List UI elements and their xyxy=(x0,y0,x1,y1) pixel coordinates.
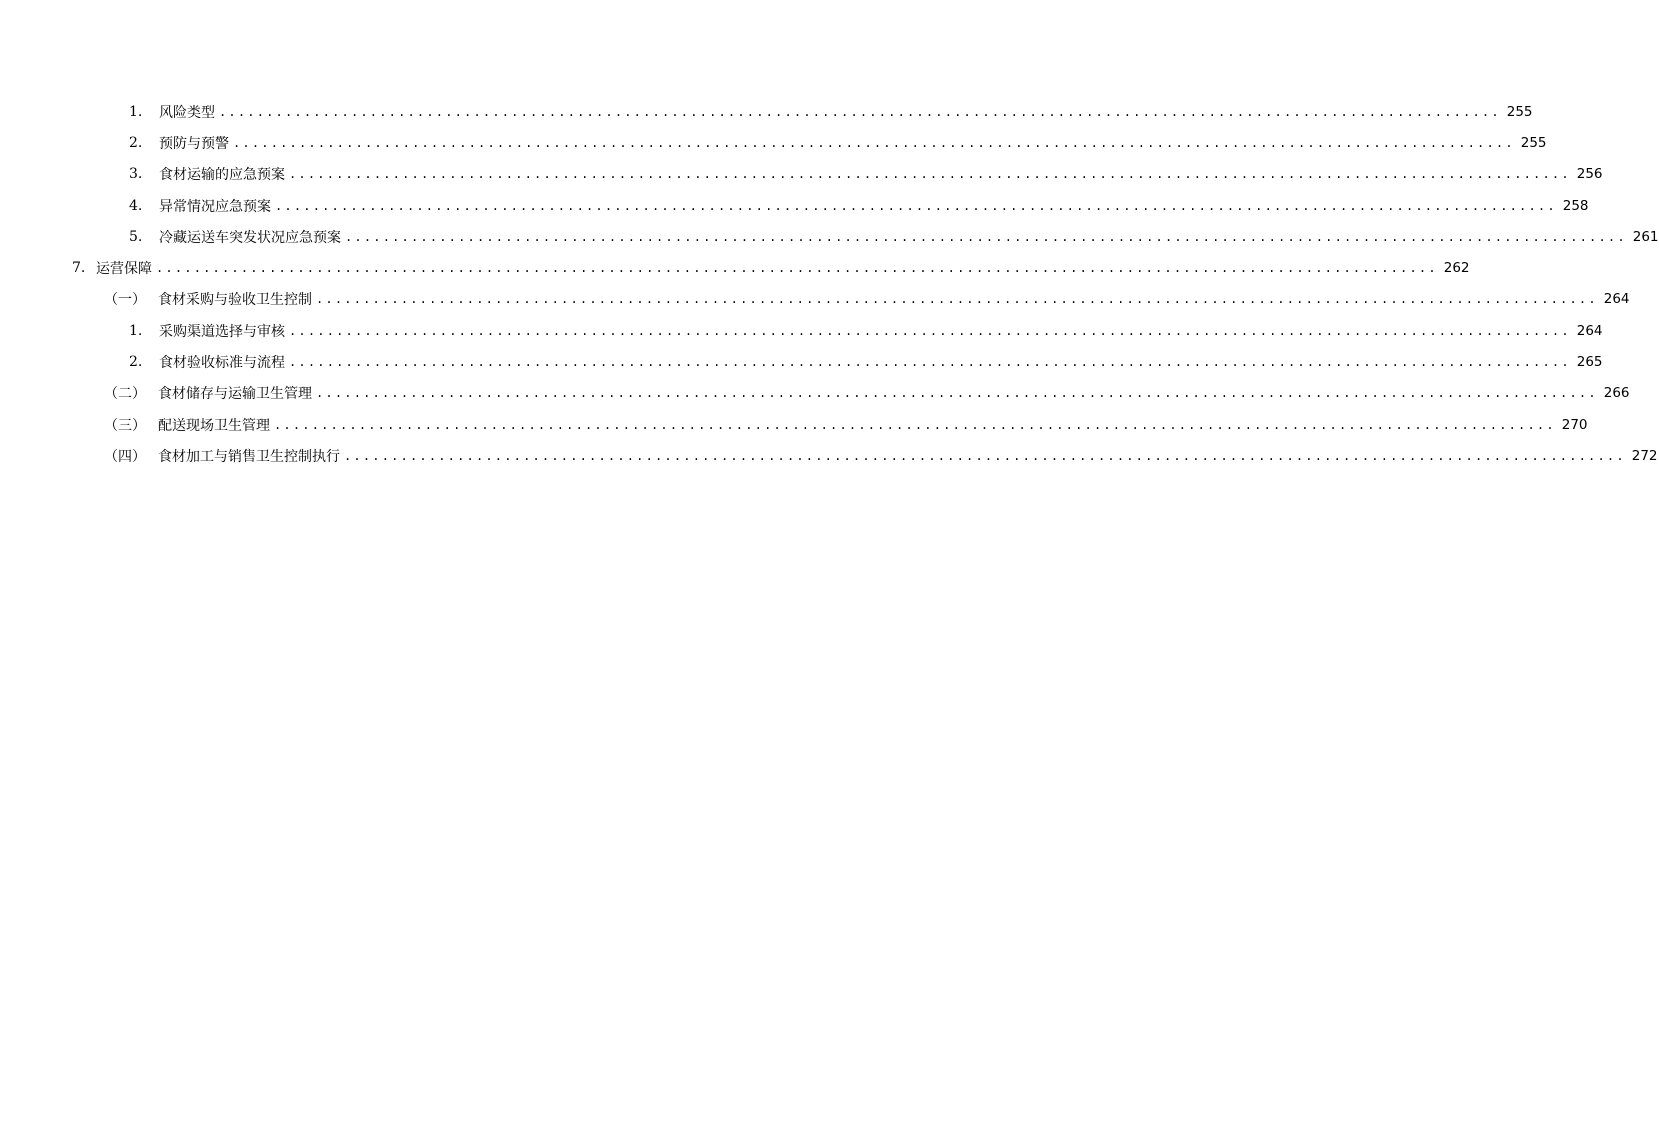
toc-entry-acceptance-standards[interactable] xyxy=(0,346,1603,377)
toc-dot-leader: ........................................................................................................................................ xyxy=(316,386,1598,401)
toc-dot-leader: ........................................................................................................................................ xyxy=(289,323,1571,338)
toc-entry-procurement-hygiene[interactable] xyxy=(0,284,1630,315)
toc-entry-page: 270 xyxy=(1561,416,1588,433)
toc-entry-title: 运营保障 xyxy=(96,261,152,278)
toc-entry-storage-transport-hygiene[interactable] xyxy=(0,378,1630,409)
toc-entry-number: 1. xyxy=(129,103,143,120)
toc-entry-title: 预防与预警 xyxy=(159,135,229,152)
toc-entry-prevention-warning[interactable] xyxy=(0,127,1547,158)
toc-entry-title: 食材储存与运输卫生管理 xyxy=(158,386,312,403)
toc-entry-refrigerated-truck-emergency[interactable] xyxy=(0,221,1659,252)
toc-entry-number: 4. xyxy=(129,197,143,214)
toc-dot-leader: ........................................................................................................................................ xyxy=(345,229,1627,244)
toc-entry-number: 7. xyxy=(72,260,86,277)
toc-entry-title: 食材验收标准与流程 xyxy=(159,355,285,372)
toc-entry-delivery-site-hygiene[interactable] xyxy=(0,409,1588,440)
toc-entry-page: 255 xyxy=(1520,134,1547,151)
toc-entry-page: 266 xyxy=(1603,385,1630,402)
toc-entry-title: 采购渠道选择与审核 xyxy=(159,323,285,340)
toc-entry-page: 264 xyxy=(1576,322,1603,339)
toc-dot-leader: ........................................................................................................................................ xyxy=(233,135,1515,150)
toc-entry-title: 食材采购与验收卫生控制 xyxy=(158,292,312,309)
toc-entry-number: 3. xyxy=(129,166,143,183)
toc-entry-page: 261 xyxy=(1632,228,1659,245)
toc-dot-leader: ........................................................................................................................................ xyxy=(156,261,1438,276)
table-of-contents xyxy=(0,96,1659,472)
toc-dot-leader: ........................................................................................................................................ xyxy=(289,167,1571,182)
toc-entry-page: 262 xyxy=(1443,260,1470,277)
toc-entry-title: 食材加工与销售卫生控制执行 xyxy=(158,448,340,465)
toc-dot-leader: ........................................................................................................................................ xyxy=(219,104,1501,119)
toc-entry-number: 5. xyxy=(129,228,143,245)
toc-entry-title: 配送现场卫生管理 xyxy=(158,417,270,434)
toc-entry-number: （三） xyxy=(104,417,146,434)
toc-entry-page: 258 xyxy=(1562,197,1589,214)
toc-dot-leader: ........................................................................................................................................ xyxy=(344,448,1626,463)
toc-entry-procurement-channels[interactable] xyxy=(0,315,1603,346)
toc-entry-page: 265 xyxy=(1576,354,1603,371)
toc-entry-page: 255 xyxy=(1506,103,1533,120)
toc-entry-page: 256 xyxy=(1576,166,1603,183)
toc-entry-number: （四） xyxy=(104,448,146,465)
toc-entry-number: 1. xyxy=(129,322,143,339)
toc-entry-title: 异常情况应急预案 xyxy=(159,198,271,215)
toc-dot-leader: ........................................................................................................................................ xyxy=(274,417,1556,432)
toc-entry-abnormal-emergency[interactable] xyxy=(0,190,1589,221)
toc-dot-leader: ........................................................................................................................................ xyxy=(275,198,1557,213)
toc-entry-title: 风险类型 xyxy=(159,104,215,121)
toc-entry-processing-sales-hygiene[interactable] xyxy=(0,440,1658,471)
toc-dot-leader: ........................................................................................................................................ xyxy=(289,355,1571,370)
toc-entry-title: 食材运输的应急预案 xyxy=(159,167,285,184)
toc-entry-risk-types[interactable] xyxy=(0,96,1533,127)
toc-dot-leader: ........................................................................................................................................ xyxy=(316,292,1598,307)
toc-entry-number: （二） xyxy=(104,386,146,403)
toc-entry-transport-emergency[interactable] xyxy=(0,159,1603,190)
toc-entry-number: （一） xyxy=(104,292,146,309)
toc-entry-page: 264 xyxy=(1603,291,1630,308)
toc-entry-operations-support[interactable] xyxy=(0,252,1470,283)
toc-entry-number: 2. xyxy=(129,354,143,371)
toc-entry-title: 冷藏运送车突发状况应急预案 xyxy=(159,229,341,246)
toc-entry-number: 2. xyxy=(129,134,143,151)
toc-entry-page: 272 xyxy=(1631,447,1658,464)
